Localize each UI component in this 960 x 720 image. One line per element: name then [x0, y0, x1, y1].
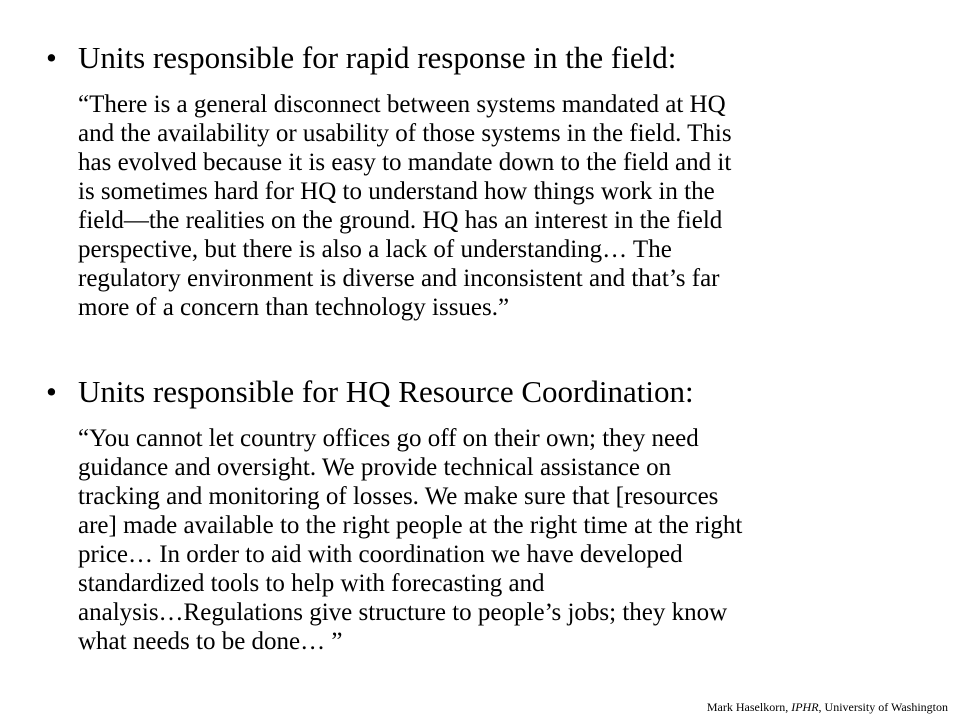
- bullet-2-heading: Units responsible for HQ Resource Coordination:: [78, 374, 694, 409]
- quote-block-1: [78, 90, 948, 322]
- footer-credit: [707, 700, 948, 714]
- quote-line: are] made available to the right people at the right time at the right: [78, 512, 743, 539]
- quote-line: tracking and monitoring of losses. We make sure that [resources: [78, 483, 719, 510]
- quote-line: has evolved because it is easy to mandate down to the field and it: [78, 149, 732, 176]
- footer-org: IPHR: [791, 700, 819, 714]
- quote-line: “There is a general disconnect between systems mandated at HQ: [78, 91, 726, 118]
- quote-line: analysis…Regulations give structure to people’s jobs; they know: [78, 599, 728, 626]
- bullet-1-heading: Units responsible for rapid response in the field:: [78, 40, 677, 75]
- quote-line: standardized tools to help with forecasting and: [78, 570, 545, 597]
- quote-line: more of a concern than technology issues.”: [78, 294, 510, 321]
- bullet-1: [46, 40, 936, 76]
- bullet-marker: •: [46, 374, 57, 409]
- quote-line: regulatory environment is diverse and inconsistent and that’s far: [78, 265, 720, 292]
- quote-line: field—the realities on the ground. HQ has an interest in the field: [78, 207, 723, 234]
- quote-block-2: [78, 424, 948, 656]
- footer-author: Mark Haselkorn,: [706, 700, 792, 714]
- bullet-2: [46, 374, 936, 410]
- footer-affiliation: , University of Washington: [818, 700, 948, 714]
- quote-line: price… In order to aid with coordination we have developed: [78, 541, 683, 568]
- quote-line: perspective, but there is also a lack of understanding… The: [78, 236, 672, 263]
- quote-line: guidance and oversight. We provide technical assistance on: [78, 454, 672, 481]
- bullet-marker: •: [46, 40, 57, 75]
- quote-line: “You cannot let country offices go off on their own; they need: [78, 425, 699, 452]
- quote-line: and the availability or usability of those systems in the field. This: [78, 120, 732, 147]
- quote-line: is sometimes hard for HQ to understand how things work in the: [78, 178, 715, 205]
- quote-line: what needs to be done… ”: [78, 628, 343, 655]
